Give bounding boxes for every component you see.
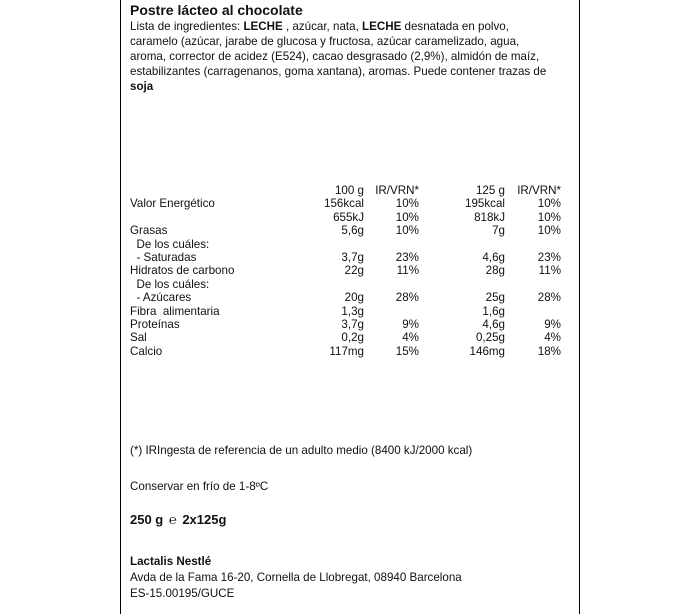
nutrition-header — [130, 184, 575, 197]
product-label — [120, 0, 580, 614]
value-125g: 4,6g — [482, 317, 505, 331]
storage-instructions: Conservar en frío de 1-8ºC — [130, 480, 269, 493]
ir-100g: 10% — [395, 210, 419, 224]
value-125g: 1,6g — [482, 304, 505, 318]
nutrient-name: De los cuáles: — [130, 237, 210, 251]
value-125g: 25g — [485, 291, 505, 305]
ir-125g: 10% — [537, 224, 561, 238]
ir-100g: 10% — [395, 197, 419, 211]
nutrient-name: - Saturadas — [130, 250, 197, 264]
product-title: Postre lácteo al chocolate — [130, 2, 303, 18]
value-125g: 146mg — [469, 344, 505, 358]
value-100g: 5,6g — [341, 224, 364, 238]
ir-100g: 15% — [395, 344, 419, 358]
nutrient-name: Valor Energético — [130, 197, 215, 211]
nutrient-name: - Azúcares — [130, 291, 192, 305]
nutrient-name: Hidratos de carbono — [130, 264, 235, 278]
nutrition-row — [130, 318, 575, 331]
value-100g: 156kcal — [324, 197, 364, 211]
sanitary-registry: ES-15.00195/GUCE — [130, 587, 235, 600]
ir-125g: 11% — [538, 264, 561, 278]
nutrition-row — [130, 278, 575, 291]
ir-125g: 18% — [537, 344, 561, 358]
ir-125g: 23% — [537, 250, 561, 264]
value-100g: 3,7g — [341, 250, 364, 264]
ir-100g: 28% — [395, 291, 419, 305]
value-125g: 28g — [485, 264, 505, 278]
net-weight-value: 250 g — [130, 512, 164, 527]
value-100g: 655kJ — [333, 210, 364, 224]
nutrition-row — [130, 251, 575, 264]
nutrition-row — [130, 291, 575, 304]
value-125g: 818kJ — [474, 210, 505, 224]
ir-125g: 4% — [544, 331, 561, 345]
nutrition-row — [130, 331, 575, 344]
nutrient-name: De los cuáles: — [130, 277, 210, 291]
nutrition-row — [130, 264, 575, 277]
header-ir-vrn: IR/VRN* — [375, 184, 419, 197]
ir-125g: 10% — [537, 197, 561, 211]
header-125g: 125 g — [475, 184, 505, 197]
value-125g: 195kcal — [465, 197, 505, 211]
nutrient-name: Proteínas — [130, 317, 180, 331]
value-125g: 4,6g — [482, 250, 505, 264]
header-ir-vrn: IR/VRN* — [517, 184, 561, 197]
net-weight — [130, 512, 226, 527]
allergen-soy: soja — [130, 80, 154, 93]
ir-100g: 9% — [402, 317, 419, 331]
ir-100g: 4% — [402, 331, 419, 345]
nutrition-row — [130, 305, 575, 318]
nutrition-row — [130, 224, 575, 237]
ir-100g: 23% — [395, 250, 419, 264]
nutrition-table — [130, 184, 575, 358]
value-100g: 3,7g — [341, 317, 364, 331]
net-weight-units: 2x125g — [182, 512, 227, 527]
nutrient-name: Fibra alimentaria — [130, 304, 220, 318]
ingredients-list — [130, 19, 558, 94]
ir-125g: 10% — [537, 210, 561, 224]
value-100g: 1,3g — [341, 304, 364, 318]
value-100g: 22g — [344, 264, 364, 278]
ingredients-prefix: Lista de ingredientes: — [130, 20, 244, 33]
nutrition-row — [130, 211, 575, 224]
ir-125g: 28% — [537, 291, 561, 305]
ingredients-part: desnatada en polvo, caramelo (azúcar, jarabe de glucosa y fructosa, azúcar caramelizado, agua, aroma, corrector de acidez (E524), cacao desgrasado (2,9%), almidón de maíz, estabilizantes (carragenanos, goma xantana), aromas. Puede contener trazas de — [130, 20, 547, 78]
value-100g: 0,2g — [341, 331, 364, 345]
company-address: Avda de la Fama 16-20, Cornella de Llobregat, 08940 Barcelona — [130, 571, 462, 584]
footnote: (*) IRIngesta de referencia de un adulto medio (8400 kJ/2000 kcal) — [130, 444, 473, 457]
estimated-sign-icon: ℮ — [168, 512, 177, 527]
value-100g: 20g — [344, 291, 364, 305]
nutrition-row — [130, 238, 575, 251]
ingredients-part: , azúcar, nata, — [282, 20, 363, 33]
nutrient-name: Grasas — [130, 224, 168, 238]
value-100g: 117mg — [329, 344, 364, 358]
nutrition-row — [130, 197, 575, 210]
nutrient-name: Calcio — [130, 344, 163, 358]
value-125g: 0,25g — [475, 331, 505, 345]
allergen-milk: LECHE — [362, 20, 402, 33]
ir-125g: 9% — [544, 317, 561, 331]
company-name: Lactalis Nestlé — [130, 555, 212, 568]
header-100g: 100 g — [334, 184, 364, 197]
ir-100g: 10% — [395, 224, 419, 238]
allergen-milk: LECHE — [243, 20, 283, 33]
nutrition-row — [130, 345, 575, 358]
ir-100g: 11% — [396, 264, 419, 278]
nutrient-name: Sal — [130, 331, 147, 345]
value-125g: 7g — [492, 224, 505, 238]
